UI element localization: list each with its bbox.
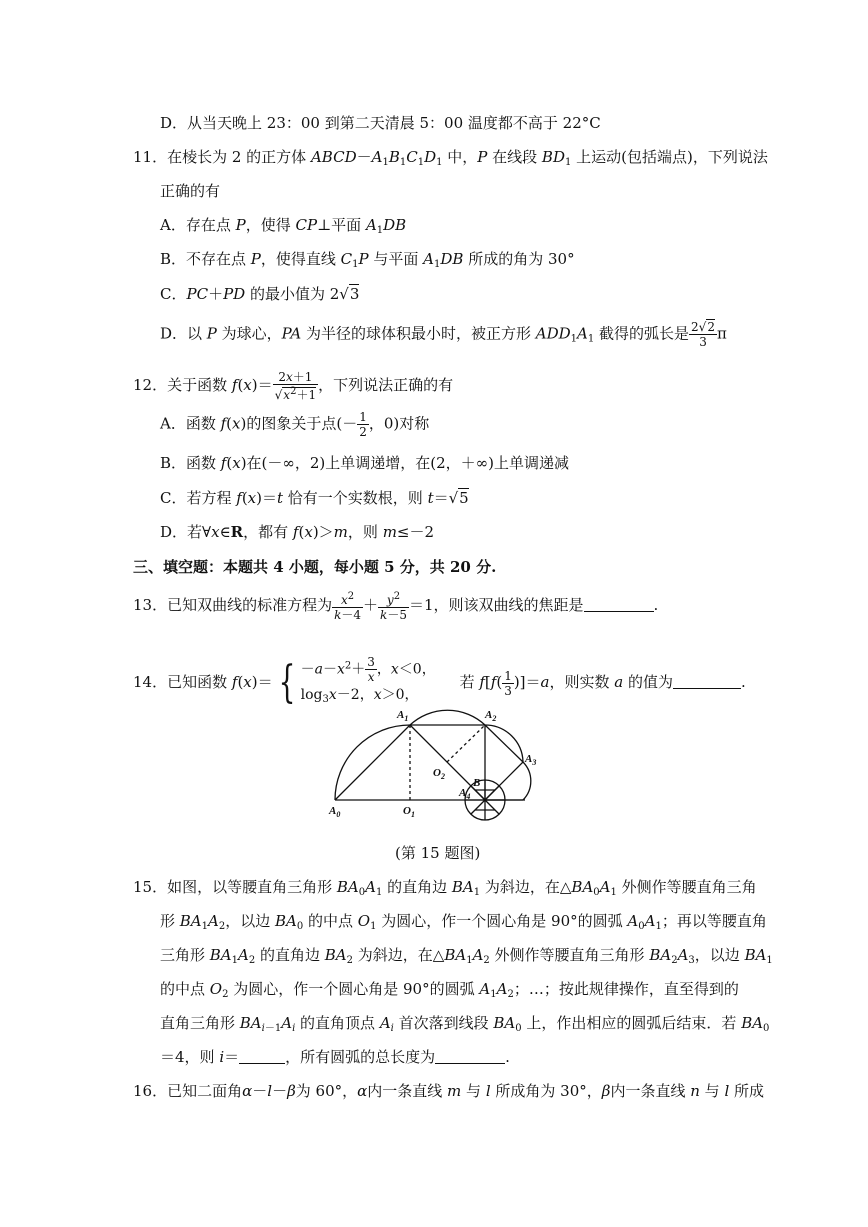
q12-option-d: D．若∀x∈R，都有 f(x)＞m，则 m≤－2 (160, 523, 435, 541)
q11-stem: 11．在棱长为 2 的正方体 $ABCD-A_1B_1C_1D_1$ 中，P 在线段 $BD_1$ 上运动(包括端点)，下列说法 (133, 148, 768, 168)
q15-line-3: 三角形 $BA_1A_2$ 的直角边 $BA_2$ 为斜边，在$\triangle BA_1A_2$ 外侧作等腰直角三角形 $BA_2A_3$，以边 $BA_1$ (160, 946, 773, 966)
q11-option-a: A．存在点 P，使得 CP⊥平面 $A_1DB$ (160, 216, 407, 236)
q13-stem: 13．已知双曲线的标准方程为 $\frac{x^2}{k-4}$ ＋ $\frac{y^2}{k-5}$ ＝1，则该双曲线的焦距是 . (133, 591, 659, 622)
q15-line-6: ＝4，则 i＝ ，所有圆弧的总长度为 . (160, 1048, 510, 1066)
q11-option-c: C．PC＋PD 的最小值为 2√3 (160, 285, 360, 303)
q16-stem: 16．已知二面角α－l－β为 60°，α内一条直线 m 与 l 所成角为 30°，β内一条直线 n 与 l 所成 (133, 1082, 765, 1100)
label-a4: $A_4$ (459, 787, 471, 801)
label-a1: $A_1$ (397, 709, 409, 723)
q12-option-b: B．函数 f(x)在(－∞，2)上单调递增，在(2，＋∞)上单调递减 (160, 454, 570, 472)
q15-line-1: 15．如图，以等腰直角三角形 $BA_0A_1$ 的直角边 $BA_1$ 为斜边，在$\triangle BA_0A_1$ 外侧作等腰直角三角 (133, 878, 757, 898)
dashed-o2-a2 (447, 725, 485, 762)
spiral-arc-figure (325, 700, 545, 840)
q15-line-4: 的中点 $O_2$ 为圆心，作一个圆心角是 90°的圆弧 $A_1A_2$；…；按此规律操作，直至得到的 (160, 980, 739, 1000)
section-heading: 三、填空题：本题共 4 小题，每小题 5 分，共 20 分. (133, 558, 497, 576)
label-o1: $O_1$ (403, 805, 415, 819)
q11-stem-cont: 正确的有 (160, 182, 221, 200)
q15-line-2: 形 $BA_1A_2$，以边 $BA_0$ 的中点 $O_1$ 为圆心，作一个圆心角是 90°的圆弧 $A_0A_1$；再以等腰直角 (160, 912, 767, 932)
q11-option-d: D．以 P 为球心，PA 为半径的球体积最小时，被正方形 $ADD_1A_1$ 截得的弧长是 $\frac{2√2}{3}$ π (160, 320, 727, 349)
arc-a3-a4 (523, 762, 531, 800)
label-o2: $O_2$ (433, 767, 445, 781)
q12-stem: 12．关于函数 f(x)＝ $\frac{2x+1}{√x^2+1}$ ，下列说法正确的有 (133, 370, 454, 402)
q14-stem: 14．已知函数 f(x)＝ { $-a-x^2+$ $\frac{3}{x}$ ，x＜0， $\log_3x-2$，x＞0， 若 f[f( $\frac{1}{3}$ )]＝a，则实数 a 的值为 . (133, 655, 746, 708)
figure-caption: (第 15 题图) (395, 844, 481, 862)
label-a2: $A_2$ (485, 709, 497, 723)
label-a0: $A_0$ (329, 805, 341, 819)
edge-a0-a1 (335, 725, 410, 800)
arc-a1-a2 (410, 710, 485, 725)
q11-option-b: B．不存在点 P，使得直线 $C_1P$ 与平面 $A_1DB$ 所成的角为 30° (160, 250, 575, 270)
q12-option-a: A．函数 f(x)的图象关于点(－ $\frac{1}{2}$ ，0)对称 (160, 410, 430, 439)
label-b: B (473, 777, 481, 789)
label-a3: $A_3$ (525, 753, 537, 767)
option-d-prev: D．从当天晚上 23：00 到第二天清晨 5：00 温度都不高于 22°C (160, 114, 601, 132)
q15-line-5: 直角三角形 $BA_{i-1}A_i$ 的直角顶点 $A_i$ 首次落到线段 $BA_0$ 上，作出相应的圆弧后结束．若 $BA_0$ (160, 1014, 770, 1034)
q12-option-c: C．若方程 f(x)＝t 恰有一个实数根，则 t＝√5 (160, 489, 469, 507)
